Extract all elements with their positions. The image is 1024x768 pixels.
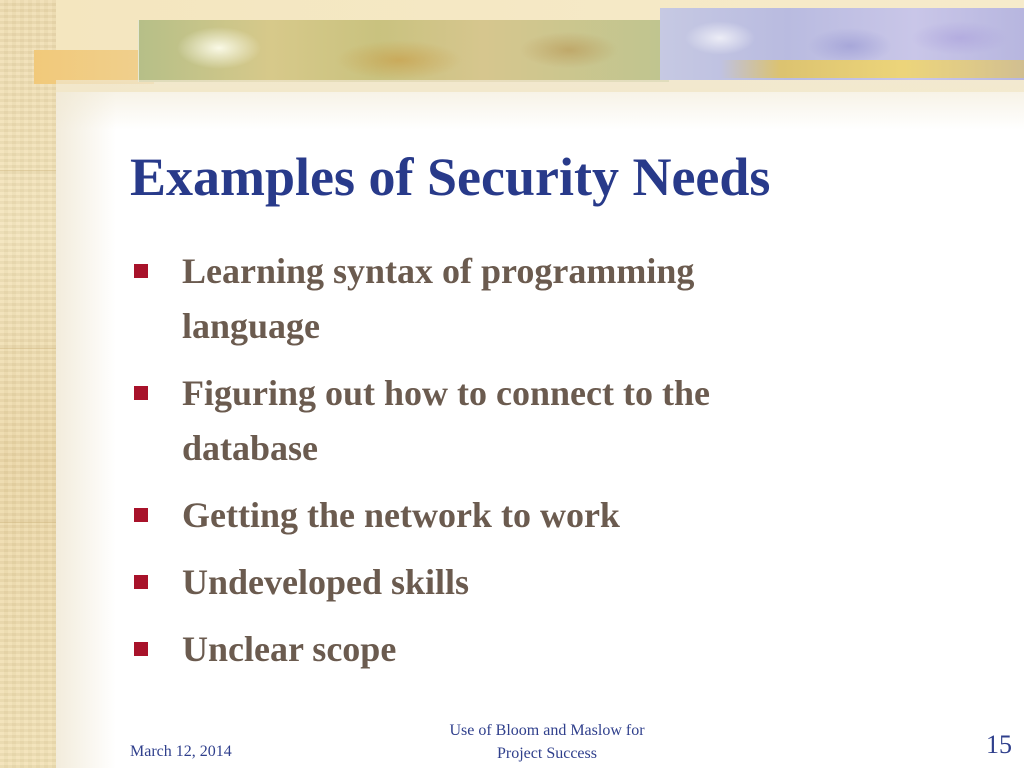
leaf-collage-image: [138, 20, 669, 82]
strip-seam: [0, 348, 56, 349]
bullet-text: Getting the network to work: [182, 495, 620, 535]
footer-title-line1: Use of Bloom and Maslow for: [449, 722, 645, 739]
square-bullet-icon: [134, 642, 148, 656]
bullet-text-continued: language: [182, 306, 321, 346]
bullet-item: [130, 366, 890, 476]
bullet-item: [130, 244, 890, 354]
bullet-list: [130, 244, 890, 689]
square-bullet-icon: [134, 575, 148, 589]
left-decorative-strip: [0, 0, 56, 768]
bullet-item: [130, 555, 890, 610]
bullet-text-continued: database: [182, 428, 319, 468]
square-bullet-icon: [134, 508, 148, 522]
square-bullet-icon: [134, 386, 148, 400]
page-number: 15: [986, 730, 1012, 759]
footer-title: [400, 719, 694, 765]
bullet-text: Undeveloped skills: [182, 562, 470, 602]
strip-seam: [0, 522, 56, 523]
slide-title: Examples of Security Needs: [130, 147, 771, 207]
bullet-text: Unclear scope: [182, 629, 397, 669]
bullet-text: Figuring out how to connect to the: [182, 373, 710, 413]
banner-shadow: [56, 80, 1024, 130]
bullet-item: [130, 488, 890, 543]
bullet-item: [130, 622, 890, 677]
footer-title-line2: Project Success: [497, 745, 597, 762]
bullet-text: Learning syntax of programming: [182, 251, 695, 291]
square-bullet-icon: [134, 264, 148, 278]
footer-date: March 12, 2014: [130, 743, 232, 760]
gold-accent-block: [34, 50, 154, 84]
strip-seam: [0, 170, 56, 171]
gold-ribbon: [720, 60, 1024, 78]
